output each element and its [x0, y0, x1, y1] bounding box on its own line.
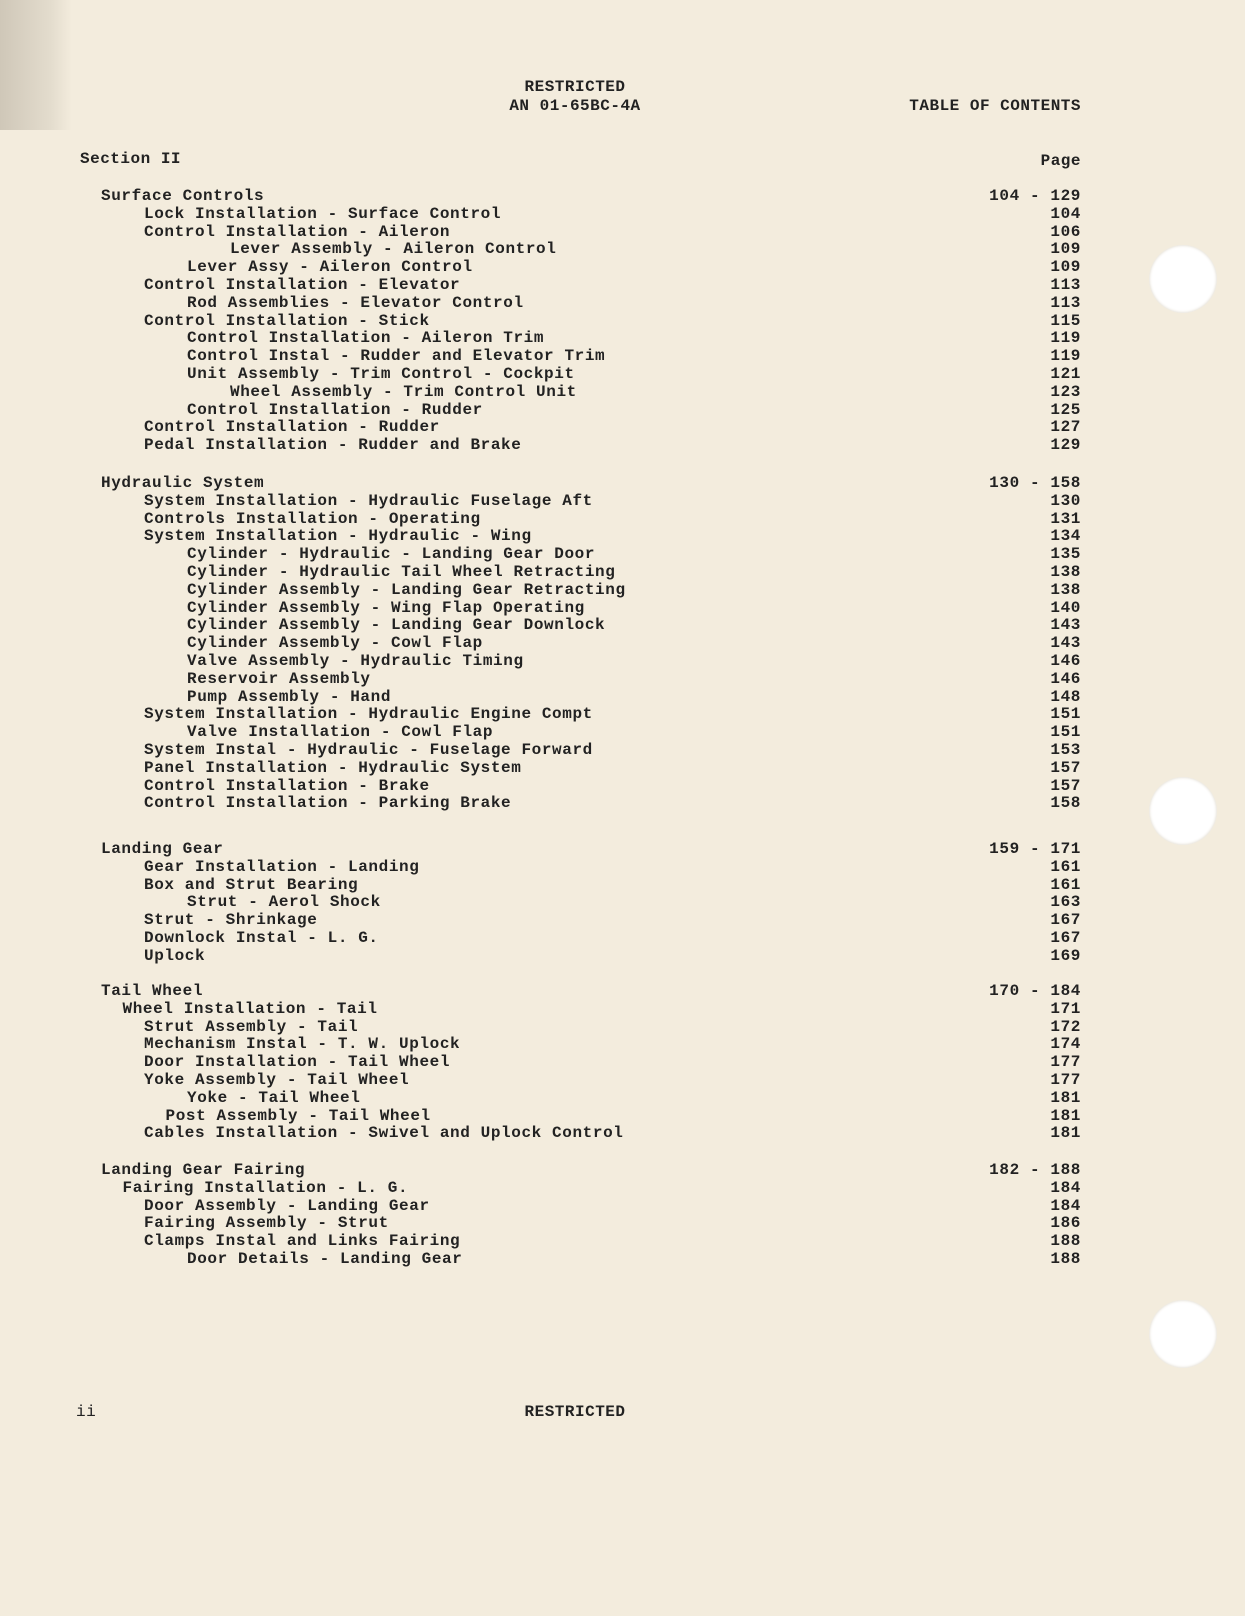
toc-entry-title: Control Installation - Stick	[144, 311, 430, 330]
toc-entry-title: Cylinder Assembly - Landing Gear Downlock	[187, 616, 606, 635]
binder-hole	[1149, 777, 1217, 845]
toc-entry-page: 115	[1050, 311, 1081, 330]
toc-entry-title: Control Installation - Parking Brake	[144, 794, 512, 813]
toc-entry-title: Wheel Installation - Tail	[122, 999, 378, 1018]
toc-entry-title: Reservoir Assembly	[187, 669, 371, 688]
toc-entry-title: Lever Assembly - Aileron Control	[230, 240, 557, 259]
section-label: Section II	[80, 150, 182, 168]
toc-entry-title: Fairing Assembly - Strut	[144, 1214, 389, 1233]
toc-entry-page: 188	[1050, 1250, 1081, 1268]
header-classification: RESTRICTED	[524, 78, 626, 96]
toc-entry-page: 177	[1050, 1071, 1081, 1089]
toc-entry-title: Control Installation - Rudder	[187, 400, 483, 419]
toc-entry-title: Strut - Shrinkage	[144, 911, 318, 930]
toc-group-page-range: 130 - 158	[989, 474, 1081, 492]
toc-entry-title: Cylinder Assembly - Landing Gear Retracting	[187, 580, 626, 599]
toc-entry-page: 119	[1050, 329, 1081, 348]
toc-entry-page: 186	[1050, 1214, 1081, 1233]
toc-entry-title: System Installation - Hydraulic Fuselage Aft	[144, 491, 593, 510]
toc-entry-page: 167	[1050, 929, 1081, 947]
toc-entry-title: Unit Assembly - Trim Control - Cockpit	[187, 365, 575, 383]
toc-entry-page: 119	[1050, 347, 1081, 366]
toc-entry-title: Box and Strut Bearing	[144, 875, 359, 894]
toc-entry-page: 134	[1050, 527, 1081, 546]
toc-entry-title: Lever Assy - Aileron Control	[187, 258, 473, 277]
toc-entry-page: 130	[1050, 491, 1081, 510]
toc-entry-page: 181	[1050, 1106, 1081, 1125]
toc-entry-page: 109	[1050, 258, 1081, 277]
toc-group-title: Surface Controls	[101, 187, 265, 205]
toc-entry-title: Downlock Instal - L. G.	[144, 929, 379, 947]
toc-entry-page: 163	[1050, 893, 1081, 912]
toc-entry-page: 123	[1050, 382, 1081, 401]
toc-entry-page: 184	[1050, 1178, 1081, 1197]
toc-entry-page: 125	[1050, 400, 1081, 419]
toc-entry-page: 113	[1050, 293, 1081, 312]
toc-entry-title: Control Instal - Rudder and Elevator Trim	[187, 347, 606, 366]
toc-entry-title: Valve Installation - Cowl Flap	[187, 723, 494, 742]
toc-entry-title: Door Assembly - Landing Gear	[144, 1196, 430, 1215]
toc-entry-title: Strut - Aerol Shock	[187, 893, 381, 912]
toc-entry-page: 167	[1050, 911, 1081, 930]
toc-entry-page: 104	[1050, 204, 1081, 223]
toc-entry-page: 138	[1050, 563, 1081, 581]
toc-entry-title: Yoke Assembly - Tail Wheel	[144, 1071, 410, 1089]
toc-entry-title: Wheel Assembly - Trim Control Unit	[230, 382, 577, 401]
toc-group-title: Landing Gear	[101, 840, 224, 858]
toc-entry-page: 169	[1050, 946, 1081, 965]
toc-entry-page: 157	[1050, 776, 1081, 795]
toc-group-page-range: 182 - 188	[989, 1161, 1081, 1179]
toc-entry-page: 153	[1050, 741, 1081, 759]
toc-group-page-range: 104 - 129	[989, 187, 1081, 205]
binder-hole	[1149, 245, 1217, 313]
toc-entry-page: 143	[1050, 634, 1081, 653]
toc-entry-title: Post Assembly - Tail Wheel	[165, 1106, 431, 1125]
toc-group-title: Hydraulic System	[101, 474, 265, 492]
toc-entry-title: Cylinder Assembly - Wing Flap Operating	[187, 598, 585, 617]
page-column-label: Page	[1040, 152, 1081, 170]
toc-entry-title: System Instal - Hydraulic - Fuselage Forward	[144, 741, 593, 759]
toc-entry-title: Strut Assembly - Tail	[144, 1017, 359, 1036]
toc-entry-page: 188	[1050, 1232, 1081, 1251]
header-doc-number: AN 01-65BC-4A	[509, 97, 641, 115]
toc-group-title: Tail Wheel	[101, 982, 204, 1000]
toc-entry-title: Cables Installation - Swivel and Uplock Control	[144, 1124, 624, 1143]
toc-entry-title: Cylinder - Hydraulic Tail Wheel Retracting	[187, 563, 616, 581]
toc-entry-title: Uplock	[144, 946, 206, 965]
toc-entry-page: 151	[1050, 705, 1081, 724]
toc-group-page-range: 159 - 171	[989, 840, 1081, 858]
toc-entry-page: 151	[1050, 723, 1081, 742]
footer-page-number: ii	[76, 1403, 97, 1421]
toc-entry-page: 184	[1050, 1196, 1081, 1215]
toc-entry-page: 140	[1050, 598, 1081, 617]
toc-entry-page: 143	[1050, 616, 1081, 635]
toc-entry-page: 135	[1050, 545, 1081, 564]
toc-entry-title: System Installation - Hydraulic - Wing	[144, 527, 532, 546]
toc-entry-page: 106	[1050, 222, 1081, 241]
toc-entry-page: 138	[1050, 580, 1081, 599]
footer-classification: RESTRICTED	[524, 1403, 626, 1421]
toc-entry-title: Gear Installation - Landing	[144, 857, 420, 876]
toc-entry-page: 146	[1050, 669, 1081, 688]
toc-entry-page: 157	[1050, 758, 1081, 777]
toc-entry-page: 113	[1050, 276, 1081, 294]
toc-entry-title: Clamps Instal and Links Fairing	[144, 1232, 461, 1251]
toc-entry-title: Cylinder - Hydraulic - Landing Gear Door	[187, 545, 596, 564]
toc-entry-title: Control Installation - Aileron	[144, 222, 451, 241]
toc-entry-title: Control Installation - Aileron Trim	[187, 329, 545, 348]
toc-entry-title: Door Installation - Tail Wheel	[144, 1053, 451, 1072]
toc-entry-page: 172	[1050, 1017, 1081, 1036]
toc-group-title: Landing Gear Fairing	[101, 1161, 306, 1179]
toc-entry-page: 177	[1050, 1053, 1081, 1072]
toc-entry-page: 174	[1050, 1035, 1081, 1054]
toc-entry-title: Control Installation - Brake	[144, 776, 430, 795]
toc-group-page-range: 170 - 184	[989, 982, 1081, 1000]
toc-entry-page: 109	[1050, 240, 1081, 259]
toc-entry-title: Control Installation - Rudder	[144, 418, 440, 437]
toc-entry-title: Lock Installation - Surface Control	[144, 204, 502, 223]
toc-entry-title: System Installation - Hydraulic Engine Compt	[144, 705, 593, 724]
toc-entry-title: Controls Installation - Operating	[144, 509, 481, 528]
toc-entry-page: 161	[1050, 875, 1081, 894]
toc-entry-page: 146	[1050, 652, 1081, 670]
toc-entry-page: 158	[1050, 794, 1081, 813]
toc-entry-page: 148	[1050, 687, 1081, 706]
toc-entry-title: Rod Assemblies - Elevator Control	[187, 293, 524, 312]
toc-entry-title: Cylinder Assembly - Cowl Flap	[187, 634, 483, 653]
toc-entry-title: Mechanism Instal - T. W. Uplock	[144, 1035, 461, 1054]
toc-entry-page: 121	[1050, 365, 1081, 383]
toc-entry-page: 181	[1050, 1124, 1081, 1143]
toc-entry-page: 129	[1050, 436, 1081, 455]
toc-entry-title: Yoke - Tail Wheel	[187, 1088, 361, 1107]
toc-entry-page: 131	[1050, 509, 1081, 528]
toc-entry-page: 171	[1050, 999, 1081, 1018]
binder-hole	[1149, 1300, 1217, 1368]
toc-entry-title: Pump Assembly - Hand	[187, 687, 392, 706]
toc-entry-page: 161	[1050, 857, 1081, 876]
toc-entry-title: Valve Assembly - Hydraulic Timing	[187, 652, 524, 670]
toc-entry-page: 127	[1050, 418, 1081, 437]
header-section-title: TABLE OF CONTENTS	[909, 97, 1081, 115]
toc-entry-title: Fairing Installation - L. G.	[122, 1178, 409, 1197]
toc-entry-title: Door Details - Landing Gear	[187, 1250, 463, 1268]
toc-entry-title: Pedal Installation - Rudder and Brake	[144, 436, 522, 455]
toc-entry-page: 181	[1050, 1088, 1081, 1107]
toc-entry-title: Panel Installation - Hydraulic System	[144, 758, 522, 777]
toc-entry-title: Control Installation - Elevator	[144, 276, 461, 294]
